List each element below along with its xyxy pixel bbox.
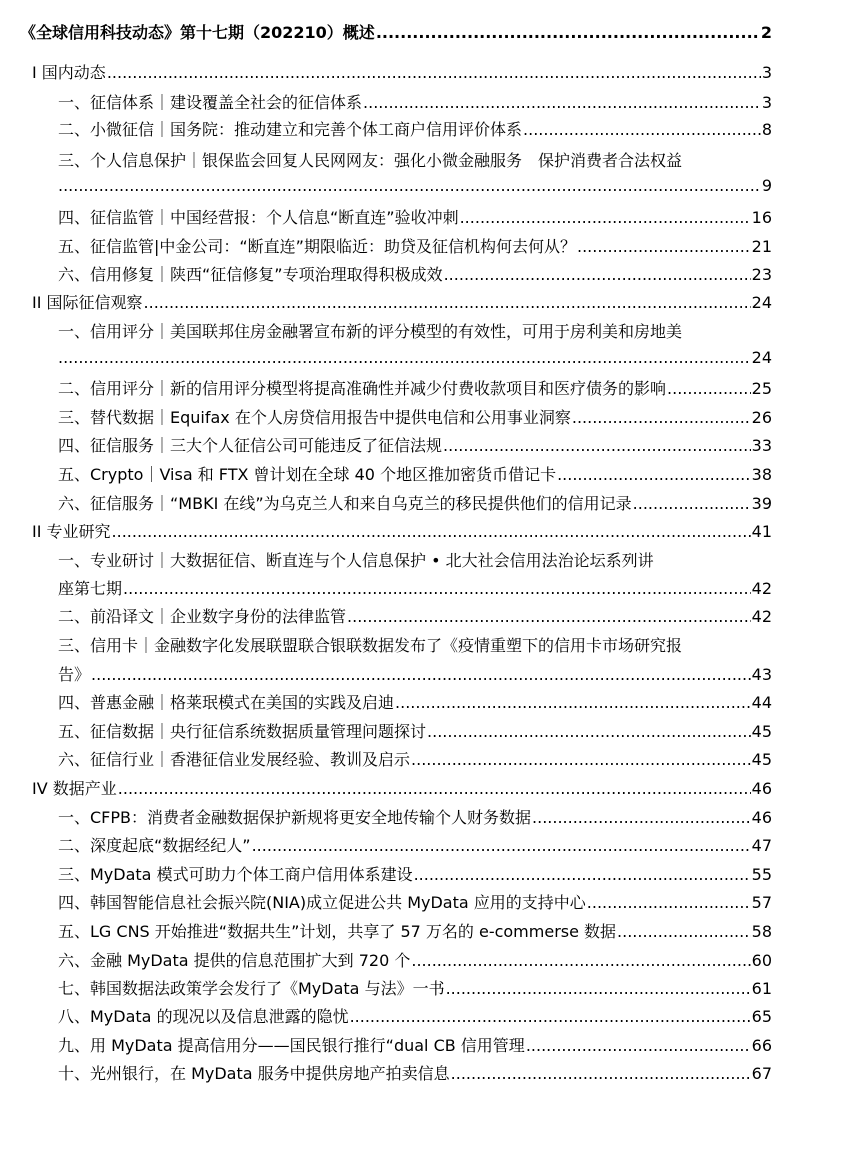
toc-entry-title: 三、替代数据｜Equifax 在个人房贷信用报告中提供电信和公用事业洞察 (58, 408, 571, 427)
toc-entry-title: 二、前沿译文｜企业数字身份的法律监管 (58, 607, 347, 626)
toc-entry-title: II 国际征信观察 (32, 293, 143, 312)
toc-page-number: 26 (751, 408, 772, 427)
toc-entry[interactable] (58, 890, 772, 913)
toc-page-number: 45 (751, 750, 772, 769)
toc-entry-title: 九、用 MyData 提高信用分——国民银行推行“dual CB 信用管理 (58, 1036, 525, 1055)
toc-entry[interactable] (58, 948, 772, 971)
toc-leader-dots (443, 436, 751, 455)
toc-entry[interactable] (58, 433, 772, 456)
toc-entry[interactable] (58, 205, 772, 228)
toc-section-1[interactable] (32, 60, 772, 83)
toc-entry-title-line2: 座第七期 (58, 579, 123, 598)
toc-entry[interactable] (58, 976, 772, 999)
toc-page-number: 65 (751, 1007, 772, 1026)
toc-entry[interactable] (58, 405, 772, 428)
toc-leader-dots (414, 865, 751, 884)
toc-entry-title: 八、MyData 的现况以及信息泄露的隐忧 (58, 1007, 349, 1026)
toc-entry[interactable] (58, 719, 772, 742)
toc-entry-title: 六、金融 MyData 提供的信息范围扩大到 720 个 (58, 951, 411, 970)
toc-entry-title: 七、韩国数据法政策学会发行了《MyData 与法》一书 (58, 979, 445, 998)
toc-leader-dots (395, 693, 751, 712)
toc-page-number: 23 (751, 265, 772, 284)
toc-leader-dots (58, 348, 751, 367)
toc-entry[interactable] (58, 462, 772, 485)
toc-leader-dots (460, 208, 751, 227)
toc-entry[interactable] (58, 1033, 772, 1056)
toc-page-number: 67 (751, 1064, 772, 1083)
toc-page-number: 61 (751, 979, 772, 998)
toc-page-number: 44 (751, 693, 772, 712)
toc-entry-title: 四、征信服务｜三大个人征信公司可能违反了征信法规 (58, 436, 443, 455)
toc-page-number: 43 (751, 665, 772, 684)
toc-entry-overview[interactable] (20, 20, 772, 43)
toc-entry-title-line1[interactable]: 三、信用卡｜金融数字化发展联盟联合银联数据发布了《疫情重塑下的信用卡市场研究报 (58, 636, 683, 655)
toc-leader-dots (58, 176, 761, 195)
toc-entry-title-line1[interactable]: 三、个人信息保护｜银保监会回复人民网网友：强化小微金融服务 保护消费者合法权益 (58, 151, 683, 170)
toc-leader-dots (451, 1064, 751, 1083)
toc-leader-dots (633, 494, 751, 513)
toc-entry-title-line1[interactable]: 一、专业研讨｜大数据征信、断直连与个人信息保护 • 北大社会信用法治论坛系列讲 (58, 551, 654, 570)
toc-page-number: 24 (751, 293, 772, 312)
toc-entry-title: 四、韩国智能信息社会振兴院(NIA)成立促进公共 MyData 应用的支持中心 (58, 893, 586, 912)
toc-entry-continuation[interactable] (58, 348, 772, 367)
toc-page-number: 8 (761, 120, 772, 139)
toc-entry-continuation[interactable] (58, 662, 772, 685)
toc-entry-title: 十、光州银行，在 MyData 服务中提供房地产拍卖信息 (58, 1064, 450, 1083)
toc-leader-dots (107, 63, 761, 82)
toc-page-number: 33 (751, 436, 772, 455)
toc-entry[interactable] (58, 117, 772, 140)
toc-leader-dots (347, 607, 751, 626)
toc-entry[interactable] (58, 376, 772, 399)
toc-entry-title: 六、征信服务｜“MBKI 在线”为乌克兰人和来自乌克兰的移民提供他们的信用记录 (58, 494, 632, 513)
toc-leader-dots (144, 293, 751, 312)
toc-entry-continuation[interactable] (58, 176, 772, 195)
toc-leader-dots (112, 522, 751, 541)
toc-page-number: 9 (761, 176, 772, 195)
toc-entry-title: I 国内动态 (32, 63, 106, 82)
toc-entry-title: 一、CFPB：消费者金融数据保护新规将更安全地传输个人财务数据 (58, 808, 532, 827)
toc-entry[interactable] (58, 262, 772, 285)
toc-entry-title: 六、征信行业｜香港征信业发展经验、教训及启示 (58, 750, 411, 769)
toc-leader-dots (252, 836, 751, 855)
toc-entry-title-line2: 告》 (58, 665, 91, 684)
toc-entry-title: 五、征信数据｜央行征信系统数据质量管理问题探讨 (58, 722, 427, 741)
toc-entry[interactable] (58, 690, 772, 713)
toc-entry-continuation[interactable] (58, 576, 772, 599)
toc-entry-title: 一、征信体系｜建设覆盖全社会的征信体系 (58, 93, 363, 112)
toc-page-number: 46 (751, 779, 772, 798)
toc-leader-dots (532, 808, 751, 827)
toc-page-number: 57 (751, 893, 772, 912)
toc-page-number: 3 (761, 93, 772, 112)
toc-leader-dots (350, 1007, 751, 1026)
toc-page-number: 2 (760, 23, 772, 42)
toc-leader-dots (667, 379, 751, 398)
toc-page-number: 24 (751, 348, 772, 367)
toc-entry[interactable] (58, 234, 772, 257)
toc-entry-title: 五、Crypto｜Visa 和 FTX 曾计划在全球 40 个地区推加密货币借记卡 (58, 465, 557, 484)
toc-page-number: 41 (751, 522, 772, 541)
toc-page-number: 25 (751, 379, 772, 398)
toc-section-2[interactable] (32, 290, 772, 313)
toc-entry[interactable] (58, 833, 772, 856)
toc-entry-title: II 专业研究 (32, 522, 111, 541)
toc-page-number: 16 (751, 208, 772, 227)
toc-leader-dots (572, 408, 751, 427)
toc-leader-dots (123, 579, 751, 598)
toc-page-number: 42 (751, 579, 772, 598)
toc-section-3[interactable] (32, 519, 772, 542)
toc-page-number: 21 (751, 237, 772, 256)
toc-entry[interactable] (58, 747, 772, 770)
toc-leader-dots (411, 750, 751, 769)
toc-page-number: 58 (751, 922, 772, 941)
toc-page-number: 3 (761, 63, 772, 82)
toc-entry-title: 五、LG CNS 开始推进“数据共生”计划，共享了 57 万名的 e-commerse 数据 (58, 922, 617, 941)
toc-leader-dots (118, 779, 751, 798)
toc-leader-dots (91, 665, 751, 684)
toc-leader-dots (446, 979, 751, 998)
toc-entry-title-line1[interactable]: 一、信用评分｜美国联邦住房金融署宣布新的评分模型的有效性，可用于房利美和房地美 (58, 322, 683, 341)
toc-entry[interactable] (58, 90, 772, 113)
toc-page-number: 42 (751, 607, 772, 626)
toc-leader-dots (523, 120, 761, 139)
toc-leader-dots (376, 23, 760, 42)
toc-entry[interactable] (58, 919, 772, 942)
toc-page-number: 46 (751, 808, 772, 827)
toc-entry-title: 四、征信监管｜中国经营报：个人信息“断直连”验收冲刺 (58, 208, 459, 227)
toc-entry-title: 五、征信监管|中金公司：“断直连”期限临近：助贷及征信机构何去何从？ (58, 237, 576, 256)
toc-entry-title: IV 数据产业 (32, 779, 117, 798)
toc-entry-title: 二、深度起底“数据经纪人” (58, 836, 251, 855)
toc-entry[interactable] (58, 862, 772, 885)
toc-leader-dots (444, 265, 751, 284)
toc-entry[interactable] (58, 805, 772, 828)
toc-leader-dots (427, 722, 751, 741)
toc-page-number: 60 (751, 951, 772, 970)
toc-entry-title: 六、信用修复｜陕西“征信修复”专项治理取得积极成效 (58, 265, 443, 284)
toc-page-number: 47 (751, 836, 772, 855)
toc-page-number: 38 (751, 465, 772, 484)
toc-entry-title: 四、普惠金融｜格莱珉模式在美国的实践及启迪 (58, 693, 395, 712)
toc-leader-dots (411, 951, 750, 970)
toc-entry[interactable] (58, 604, 772, 627)
toc-entry-title: 二、小微征信｜国务院：推动建立和完善个体工商户信用评价体系 (58, 120, 523, 139)
toc-entry[interactable] (58, 1061, 772, 1084)
toc-entry-title: 三、MyData 模式可助力个体工商户信用体系建设 (58, 865, 413, 884)
toc-page-number: 55 (751, 865, 772, 884)
toc-leader-dots (526, 1036, 751, 1055)
toc-entry[interactable] (58, 1004, 772, 1027)
toc-entry-title: 二、信用评分｜新的信用评分模型将提高准确性并减少付费收款项目和医疗债务的影响 (58, 379, 667, 398)
toc-leader-dots (587, 893, 751, 912)
toc-page-number: 45 (751, 722, 772, 741)
toc-page-number: 66 (751, 1036, 772, 1055)
toc-leader-dots (363, 93, 761, 112)
toc-leader-dots (577, 237, 751, 256)
toc-section-4[interactable] (32, 776, 772, 799)
toc-leader-dots (557, 465, 751, 484)
toc-leader-dots (617, 922, 751, 941)
toc-entry-title: 《全球信用科技动态》第十七期（202210）概述 (20, 23, 375, 42)
toc-entry[interactable] (58, 491, 772, 514)
toc-page-number: 39 (751, 494, 772, 513)
